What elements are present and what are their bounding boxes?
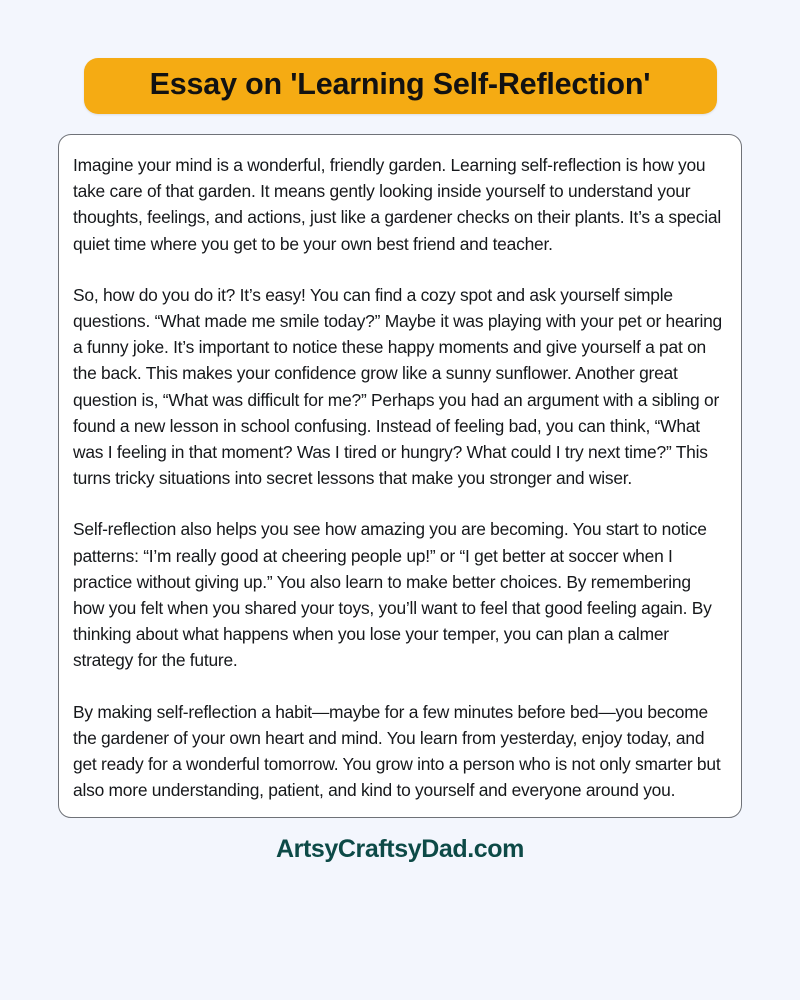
- essay-paragraph-2: So, how do you do it? It’s easy! You can find a cozy spot and ask yourself simple questions. “What made me smile today?” Maybe it was playing with your pet or hearing a funny joke. It’s important to notice these happy moments and give yourself a pat on the back. This makes your confidence grow like a sunny sunflower. Another great question is, “What was difficult for me?” Perhaps you had an argument with a sibling or found a new lesson in school confusing. Instead of feeling bad, you can think, “What was I feeling in that moment? Was I tired or hungry? What could I try next time?” This turns tricky situations into secret lessons that make you stronger and wiser.: [73, 284, 723, 489]
- site-footer: [0, 835, 800, 864]
- essay-card: [58, 134, 742, 818]
- essay-body: [73, 152, 724, 803]
- site-brand: ArtsyCraftsyDad.com: [275, 835, 525, 864]
- essay-paragraph-4: By making self-reflection a habit—maybe for a few minutes before bed—you become the gardener of your own heart and mind. You learn from yesterday, enjoy today, and get ready for a wonderful tomorrow. You grow into a person who is not only smarter but also more understanding, patient, and kind to yourself and everyone around you.: [73, 701, 721, 801]
- title-badge-container: [84, 58, 717, 114]
- essay-paragraph-3: Self-reflection also helps you see how amazing you are becoming. You start to notice patterns: “I’m really good at cheering people up!” or “I get better at soccer when I practice without giving up.” You also learn to make better choices. By remembering how you felt when you shared your toys, you’ll want to feel that good feeling again. By thinking about what happens when you lose your temper, you can plan a calmer strategy for the future.: [73, 519, 712, 671]
- title-badge: [84, 58, 717, 114]
- page-title: Essay on 'Learning Self-Reflection': [149, 67, 651, 101]
- essay-paragraph-1: Imagine your mind is a wonderful, friendly garden. Learning self-reflection is how you take care of that garden. It means gently looking inside yourself to understand your thoughts, feelings, and actions, just like a gardener checks on their plants. It’s a special quiet time where you get to be your own best friend and teacher.: [73, 154, 721, 254]
